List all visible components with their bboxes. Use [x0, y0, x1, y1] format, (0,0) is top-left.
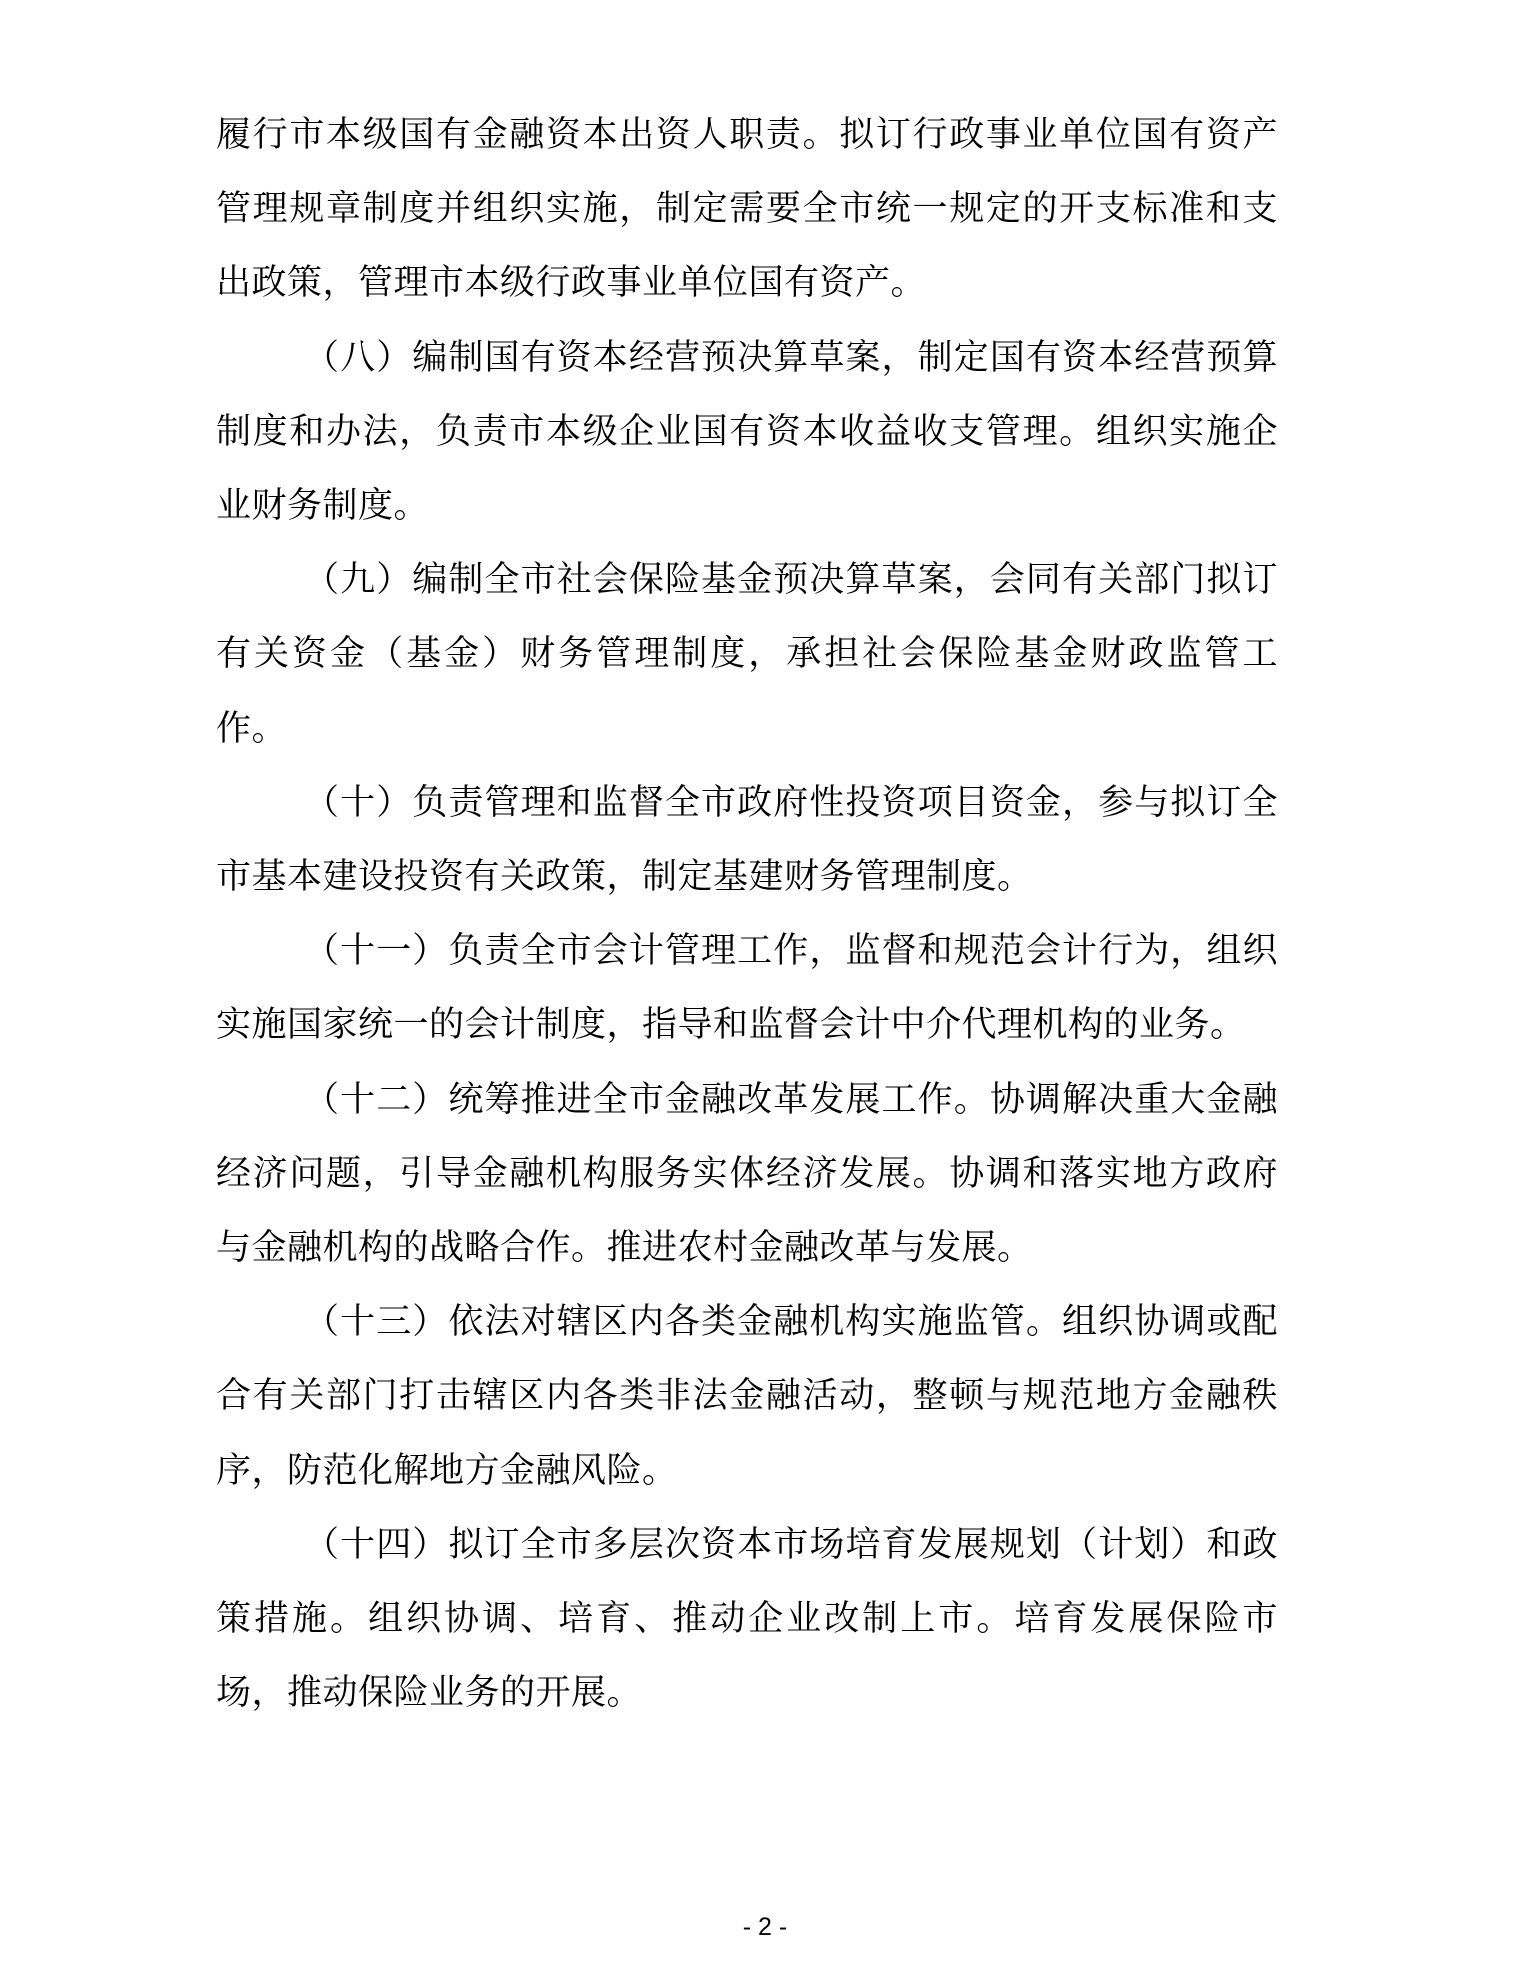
- page-number: - 2 -: [742, 1913, 788, 1941]
- document-body: [216, 98, 1278, 1730]
- paragraph-item-12: （十二）统筹推进全市金融改革发展工作。协调解决重大金融经济问题，引导金融机构服务实体经济发展。协调和落实地方政府与金融机构的战略合作。推进农村金融改革与发展。: [216, 1079, 1278, 1269]
- paragraph-item-9: （九）编制全市社会保险基金预决算草案，会同有关部门拟订有关资金（基金）财务管理制度，承担社会保险基金财政监管工作。: [216, 560, 1278, 749]
- paragraph-item-11: （十一）负责全市会计管理工作，监督和规范会计行为，组织实施国家统一的会计制度，指导和监督会计中介代理机构的业务。: [216, 931, 1278, 1046]
- paragraph-item-10: （十）负责管理和监督全市政府性投资项目资金，参与拟订全市基本建设投资有关政策，制定基建财务管理制度。: [216, 782, 1278, 898]
- paragraph-continuation: 履行市本级国有金融资本出资人职责。拟订行政事业单位国有资产管理规章制度并组织实施，制定需要全市统一规定的开支标准和支出政策，管理市本级行政事业单位国有资产。: [216, 115, 1278, 304]
- paragraph-item-8: （八）编制国有资本经营预决算草案，制定国有资本经营预算制度和办法，负责市本级企业国有资本收益收支管理。组织实施企业财务制度。: [216, 337, 1278, 527]
- paragraph-item-13: （十三）依法对辖区内各类金融机构实施监管。组织协调或配合有关部门打击辖区内各类非法金融活动，整顿与规范地方金融秩序，防范化解地方金融风险。: [216, 1302, 1278, 1491]
- paragraph-item-14: （十四）拟订全市多层次资本市场培育发展规划（计划）和政策措施。组织协调、培育、推动企业改制上市。培育发展保险市场，推动保险业务的开展。: [216, 1524, 1278, 1714]
